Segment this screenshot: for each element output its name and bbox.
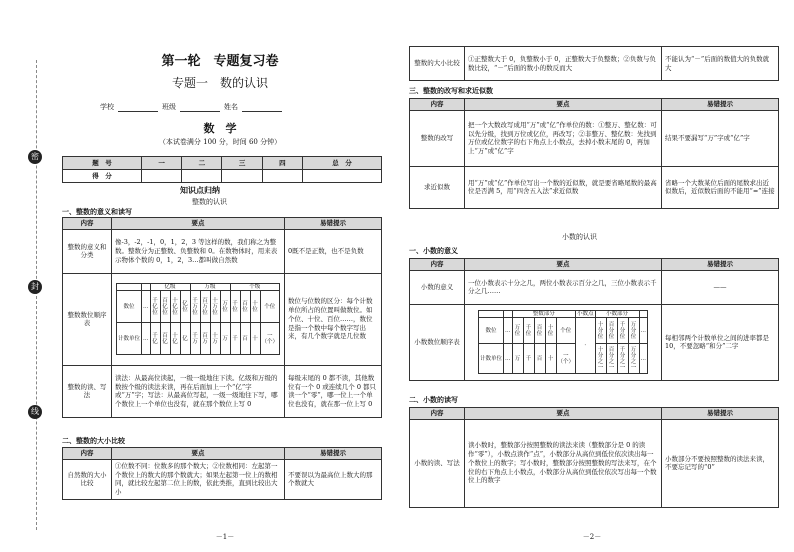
digit-cell: 万位 xyxy=(220,291,230,323)
score-header: 四 xyxy=(262,157,302,170)
score-row-label: 得 分 xyxy=(63,170,142,183)
student-info-row xyxy=(100,102,340,112)
unit-cell: 百 xyxy=(534,344,545,374)
decimal-read-write-table xyxy=(409,407,779,508)
section-heading: 一、整数的意义和读写 xyxy=(62,208,132,216)
score-header: 二 xyxy=(182,157,222,170)
score-header: 一 xyxy=(142,157,182,170)
unit-cell: 千分之一 xyxy=(617,344,628,374)
digit-cell: 千位 xyxy=(523,318,534,344)
page-number: －2－ xyxy=(582,533,602,541)
unit-cell: 万 xyxy=(512,344,523,374)
unit-cell: 百万 xyxy=(200,323,210,355)
col-header: 易错提示 xyxy=(285,218,382,230)
digit-cell: 个位 xyxy=(260,291,280,323)
digit-cell: 百位 xyxy=(534,318,545,344)
col-header: 要点 xyxy=(465,99,662,111)
digits-label: 数位 xyxy=(116,291,141,323)
row-points: 把一个大数改写成用“万”或“亿”作单位的数：①整万、整亿数：可以先分级，找到万位或亿位，再改写；②非整万、整亿数：先找到万位或亿位数字的右下角点上小数点，去掉小数末尾的 0，再加上“万”或“亿”字 xyxy=(465,110,662,166)
col-header: 内容 xyxy=(410,408,465,420)
row-points: 读法：从最高位读起，一级一级地往下读。亿级和万级的数按个级的读法来读，再在后面加上一个“亿”字或“万”字；写法：从最高位写起，一级一级地往下写，哪个数位上一个单位也没有，就在那个数位上写 0 xyxy=(112,365,285,417)
dec-part-label: 小数部分 xyxy=(595,311,639,318)
row-tips: 0既不是正数，也不是负数 xyxy=(285,229,382,273)
decimal-meaning-table xyxy=(409,258,779,381)
col-header: 要点 xyxy=(112,448,285,460)
place-value-dots xyxy=(639,311,648,318)
digit-cell: 亿位 xyxy=(180,291,190,323)
unit-cell: 万分之一 xyxy=(628,344,639,374)
dots: … xyxy=(504,318,513,344)
col-header: 内容 xyxy=(410,99,465,111)
place-value-cell xyxy=(112,273,285,365)
unit-cell: 十分之一 xyxy=(595,344,606,374)
score-header: 三 xyxy=(222,157,262,170)
unit-cell: 一（个） xyxy=(260,323,280,355)
dots: … xyxy=(142,291,151,323)
col-header: 要点 xyxy=(112,218,285,230)
decimal-section-title: 小数的认识 xyxy=(562,233,597,241)
school-label: 学校 xyxy=(100,103,114,111)
place-value-corner xyxy=(116,284,141,291)
row-tips: 结果不要漏写“万”字或“亿”字 xyxy=(662,110,779,166)
place-value-table xyxy=(116,283,280,355)
score-cell[interactable] xyxy=(262,170,302,183)
unit-cell: 千亿 xyxy=(150,323,160,355)
unit-cell: 百分之一 xyxy=(606,344,617,374)
row-points: 读小数时，整数部分按照整数的读法来读（整数部分是 0 的读作“零”），小数点读作“点”，小数部分从高位到低位依次读出每一个数位上的数字；写小数时，整数部分按照整数的写法来写，在个位的右下角点上小数点，小数部分从高位到低位依次写出每一个数位上的数字 xyxy=(465,419,662,507)
col-header: 易错提示 xyxy=(662,259,779,271)
binding-mark: 线 xyxy=(28,405,42,419)
row-tips: 不能认为“－”后面的数值大的负数就大 xyxy=(662,47,779,81)
unit-cell: 万 xyxy=(220,323,230,355)
digit-cell: 十亿位 xyxy=(170,291,180,323)
row-content: 小数数位顺序表 xyxy=(410,304,465,380)
row-content: 整数的意义和分类 xyxy=(63,229,112,273)
exam-note: （本试卷满分 100 分，时间 60 分钟） xyxy=(158,138,282,146)
page-subtitle: 专题一 数的认识 xyxy=(171,76,268,90)
row-content: 小数的意义 xyxy=(410,270,465,304)
row-points: 像-3，-2，-1，0，1，2，3 等这样的数，我们称之为整数。整数分为正整数、负整数和 0。在数物体时，用来表示物体个数的 0，1，2，3…都叫做自然数 xyxy=(112,229,285,273)
row-points: 用“万”或“亿”作单位写出一个数的近似数，就是要省略尾数的最高位是否满 5，用“四舍五入法”求近似数 xyxy=(465,166,662,208)
unit-cell: 千 xyxy=(230,323,240,355)
page-number: －1－ xyxy=(215,533,235,541)
row-tips: 每级末尾的 0 都不读，其他数位有一个 0 或连续几个 0 都只读一个“零”，哪一位上一个单位也没有，就在那一位上写 0 xyxy=(285,365,382,417)
row-content: 整数的大小比较 xyxy=(410,47,465,81)
dots: … xyxy=(504,344,513,374)
row-points: ①位数不同：位数多的那个数大；②位数相同：左起第一个数位上的数大的那个数就大；如果左起第一位上的数相同，就比较左起第二位上的数，依此类推，直到比较出大小 xyxy=(112,459,285,499)
unit-cell: 十万 xyxy=(210,323,220,355)
unit-cell: 亿 xyxy=(180,323,190,355)
section-heading: 三、整数的改写和求近似数 xyxy=(409,87,493,95)
col-header: 易错提示 xyxy=(285,448,382,460)
score-cell[interactable] xyxy=(222,170,262,183)
digit-cell: 万分位 xyxy=(628,318,639,344)
units-label: 计数单位 xyxy=(116,323,141,355)
digit-cell: 百位 xyxy=(240,291,250,323)
digit-cell: 千万位 xyxy=(190,291,200,323)
col-header: 内容 xyxy=(63,448,112,460)
decimal-place-table xyxy=(478,310,648,374)
name-blank[interactable] xyxy=(242,102,282,112)
binding-margin xyxy=(6,60,42,530)
digit-cell: 个位 xyxy=(556,318,576,344)
row-tips: 省略一个大数某位后面的尾数求出近似数后，近似数后面的不能用“=”连接 xyxy=(662,166,779,208)
row-content: 整数的改写 xyxy=(410,110,465,166)
section-heading: 二、小数的读写 xyxy=(409,396,458,404)
unit-cell: 一（个） xyxy=(556,344,576,374)
rewrite-table xyxy=(409,98,779,209)
page-title: 第一轮 专题复习卷 xyxy=(161,54,279,69)
level-label: 个级 xyxy=(230,284,280,291)
binding-mark: 密 xyxy=(28,150,42,164)
row-points: ①正整数大于 0，负整数小于 0，正整数大于负整数；②负数与负数比较，“－”后面的数小的数反而大 xyxy=(465,47,662,81)
row-content: 小数的读、写法 xyxy=(410,419,465,507)
section-heading: 一、小数的意义 xyxy=(409,247,458,255)
row-content: 自然数的大小比较 xyxy=(63,459,112,499)
row-content: 整数的读、写法 xyxy=(63,365,112,417)
row-tips: 小数部分不要按照整数的读法来读，不要忘记写的“0” xyxy=(662,419,779,507)
level-label: 万级 xyxy=(190,284,230,291)
digit-cell: 千亿位 xyxy=(150,291,160,323)
digit-cell: 十位 xyxy=(545,318,556,344)
section-heading: 二、整数的大小比较 xyxy=(62,437,125,445)
decimal-point: · xyxy=(576,318,596,374)
unit-cell: 十 xyxy=(250,323,260,355)
point-label: 小数点 xyxy=(577,311,594,318)
dots: … xyxy=(142,323,151,355)
binding-line xyxy=(36,60,37,530)
col-header: 内容 xyxy=(63,218,112,230)
score-header: 总 分 xyxy=(302,157,381,170)
col-header: 易错提示 xyxy=(662,408,779,420)
name-label: 姓名 xyxy=(224,103,238,111)
unit-cell: 百亿 xyxy=(160,323,170,355)
binding-mark: 封 xyxy=(28,280,42,294)
integer-meaning-table xyxy=(62,217,382,418)
place-value-dots xyxy=(142,284,151,291)
place-value-corner xyxy=(478,311,503,318)
score-cell[interactable] xyxy=(302,170,381,183)
digit-cell: 十分位 xyxy=(595,318,606,344)
digit-cell: 百分位 xyxy=(606,318,617,344)
digit-cell: 千位 xyxy=(230,291,240,323)
unit-cell: 千万 xyxy=(190,323,200,355)
score-header: 题 号 xyxy=(63,157,142,170)
school-blank[interactable] xyxy=(118,102,158,112)
score-table xyxy=(62,156,382,183)
class-label: 班级 xyxy=(162,103,176,111)
row-tips: 不要误以为最高位上数大的那个数就大 xyxy=(285,459,382,499)
digit-cell: 万位 xyxy=(512,318,523,344)
class-blank[interactable] xyxy=(180,102,220,112)
row-points: 一位小数表示十分之几，两位小数表示百分之几，三位小数表示千分之几…… xyxy=(465,270,662,304)
col-header: 要点 xyxy=(465,408,662,420)
row-tips: 数位与位数的区分：每个计数单位所占的位置叫做数位。如个位、十位、百位……，数位是指一个数中每个数字写出来，有几个数字就是几位数 xyxy=(285,273,382,365)
decimal-place-cell xyxy=(465,304,662,380)
subject-title: 数 学 xyxy=(203,122,237,135)
score-cell[interactable] xyxy=(182,170,222,183)
digit-cell: 十万位 xyxy=(210,291,220,323)
dots: … xyxy=(639,344,648,374)
row-content: 整数数位顺序表 xyxy=(63,273,112,365)
score-cell[interactable] xyxy=(142,170,182,183)
col-header: 内容 xyxy=(410,259,465,271)
unit-cell: 十 xyxy=(545,344,556,374)
unit-cell: 千 xyxy=(523,344,534,374)
dots: … xyxy=(639,318,648,344)
right-page xyxy=(397,0,794,552)
unit-cell: 百 xyxy=(240,323,250,355)
row-tips: —— xyxy=(662,270,779,304)
int-part-label: 整数部分 xyxy=(512,311,576,318)
integer-section-title: 整数的认识 xyxy=(192,198,227,206)
digit-cell: 百万位 xyxy=(200,291,210,323)
digit-cell: 十位 xyxy=(250,291,260,323)
row-tips: 每相邻两个计数单位之间的进率都是 10，不要忽略“和分”二字 xyxy=(662,304,779,380)
row-content: 求近似数 xyxy=(410,166,465,208)
integer-compare-table-cont xyxy=(409,46,779,81)
digit-cell: 百亿位 xyxy=(160,291,170,323)
col-header: 要点 xyxy=(465,259,662,271)
digits-label: 数位 xyxy=(478,318,503,344)
digit-cell: 千分位 xyxy=(617,318,628,344)
knowledge-title: 知识点归纳 xyxy=(180,185,220,195)
integer-compare-table xyxy=(62,447,382,500)
place-value-dots xyxy=(504,311,513,318)
units-label: 计数单位 xyxy=(478,344,503,374)
level-label: 亿级 xyxy=(150,284,190,291)
col-header: 易错提示 xyxy=(662,99,779,111)
unit-cell: 十亿 xyxy=(170,323,180,355)
